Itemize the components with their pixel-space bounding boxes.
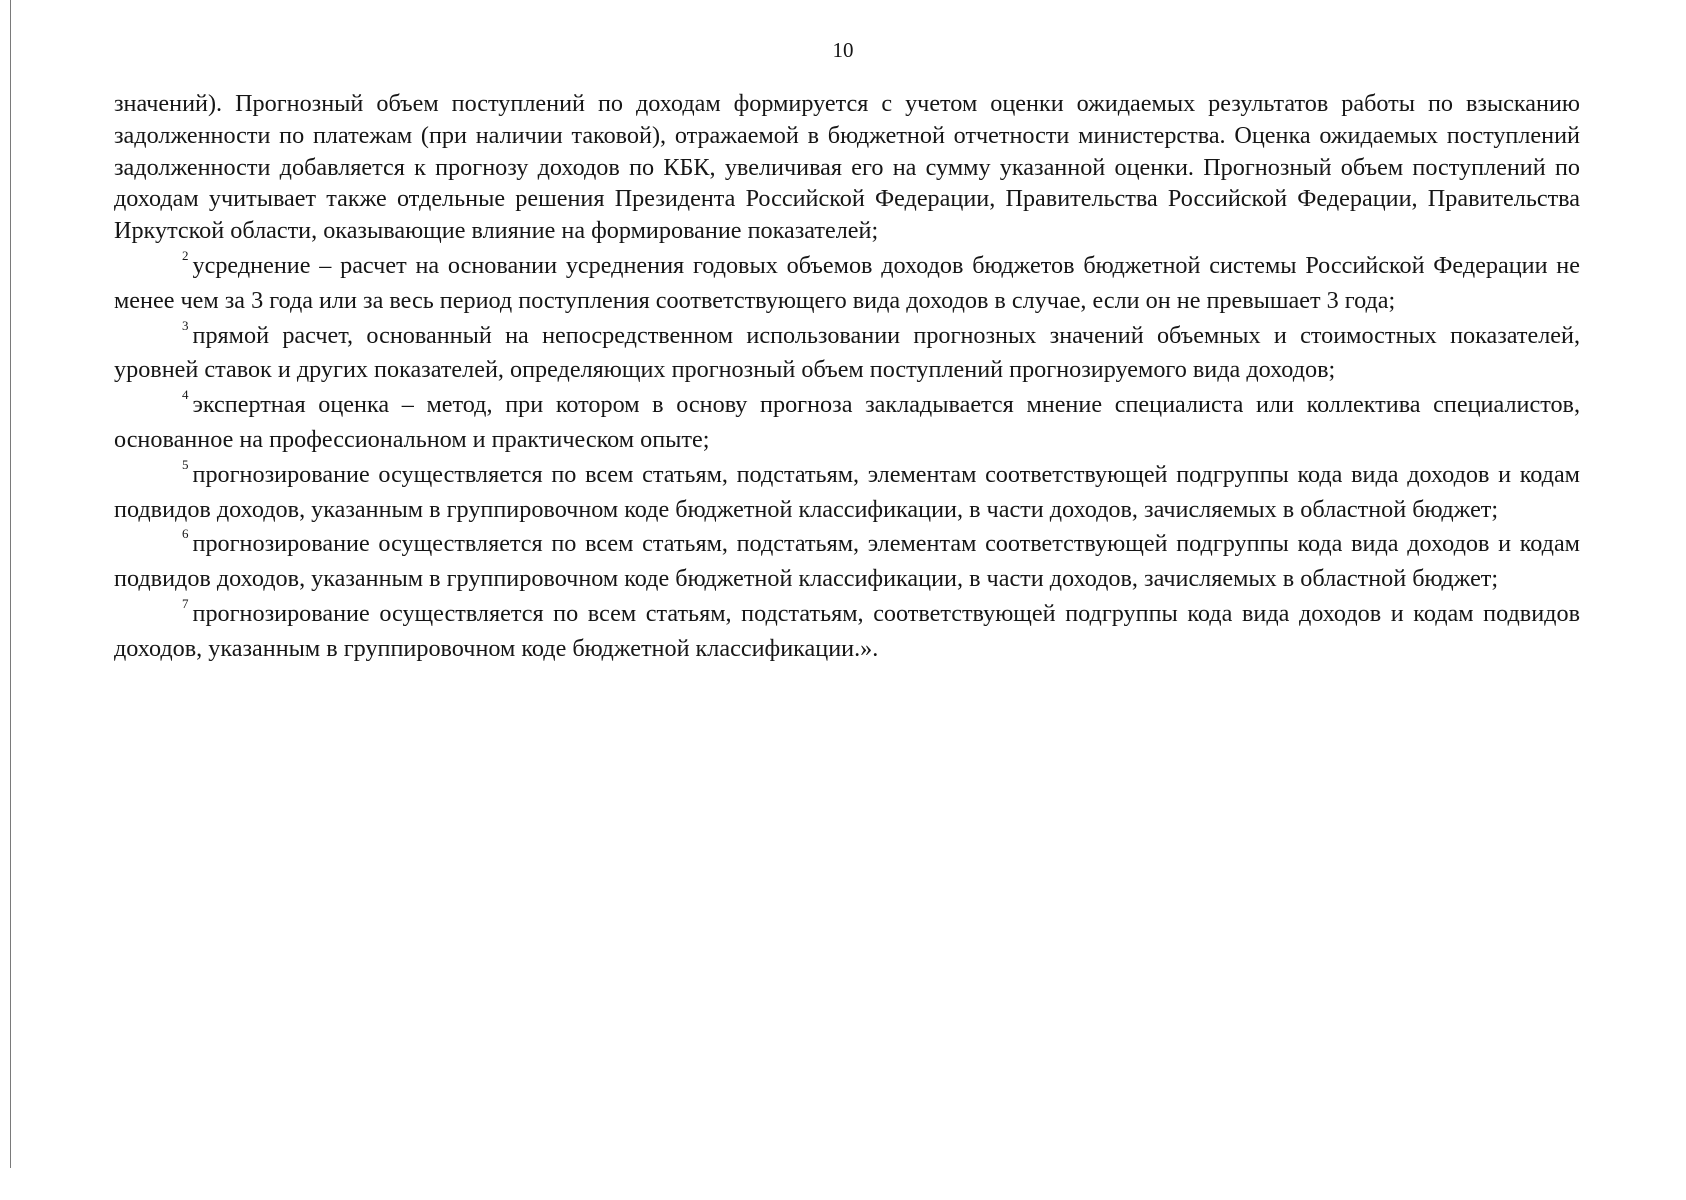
page-number: 10 <box>832 38 854 62</box>
footnote-6 <box>114 528 1580 595</box>
footnote-marker: 3 <box>182 317 189 333</box>
footnote-text: прогнозирование осуществляется по всем статьям, подстатьям, элементам соответствующей подгруппы кода вида доходов и кодам подвидов доходов, указанным в группировочном коде бюджетной классификации, в части доходов, зачисляемых в областной бюджет; <box>114 530 1580 593</box>
paragraph-continuation <box>114 88 1580 247</box>
footnote-marker: 6 <box>182 526 189 542</box>
footnote-text: прогнозирование осуществляется по всем статьям, подстатьям, соответствующей подгруппы кода вида доходов и кодам подвидов доходов, указанным в группировочном коде бюджетной классификации.». <box>114 599 1580 662</box>
footnote-marker: 4 <box>182 387 189 403</box>
paragraph-text: значений). Прогнозный объем поступлений по доходам формируется с учетом оценки ожидаемых результатов работы по взысканию задолженности по платежам (при наличии таковой), отражаемой в бюджетной отчетности министерства. Оценка ожидаемых поступлений задолженности добавляется к прогнозу доходов по КБК, увеличивая его на сумму указанной оценки. Прогнозный объем поступлений по доходам учитывает также отдельные решения Президента Российской Федерации, Правительства Российской Федерации, Правительства Иркутской области, оказывающие влияние на формирование показателей; <box>114 90 1580 245</box>
footnote-4 <box>114 389 1580 456</box>
scan-edge-line <box>10 0 11 1168</box>
footnote-text: усреднение – расчет на основании усреднения годовых объемов доходов бюджетов бюджетной системы Российской Федерации не менее чем за 3 года или за весь период поступления соответствующего вида доходов в случае, если он не превышает 3 года; <box>114 251 1580 314</box>
footnote-marker: 5 <box>182 456 189 472</box>
footnote-marker: 7 <box>182 595 189 611</box>
footnote-text: прогнозирование осуществляется по всем статьям, подстатьям, элементам соответствующей подгруппы кода вида доходов и кодам подвидов доходов, указанным в группировочном коде бюджетной классификации, в части доходов, зачисляемых в областной бюджет; <box>114 460 1580 523</box>
footnote-text: прямой расчет, основанный на непосредственном использовании прогнозных значений объемных и стоимостных показателей, уровней ставок и других показателей, определяющих прогнозный объем поступлений прогнозируемого вида доходов; <box>114 321 1580 384</box>
footnote-text: экспертная оценка – метод, при котором в основу прогноза закладывается мнение специалиста или коллектива специалистов, основанное на профессиональном и практическом опыте; <box>114 391 1580 453</box>
document-body <box>114 88 1580 665</box>
footnote-3 <box>114 317 1580 387</box>
footnote-5 <box>114 456 1580 526</box>
footnote-7 <box>114 595 1580 665</box>
footnote-2 <box>114 247 1580 317</box>
footnote-marker: 2 <box>182 247 189 263</box>
